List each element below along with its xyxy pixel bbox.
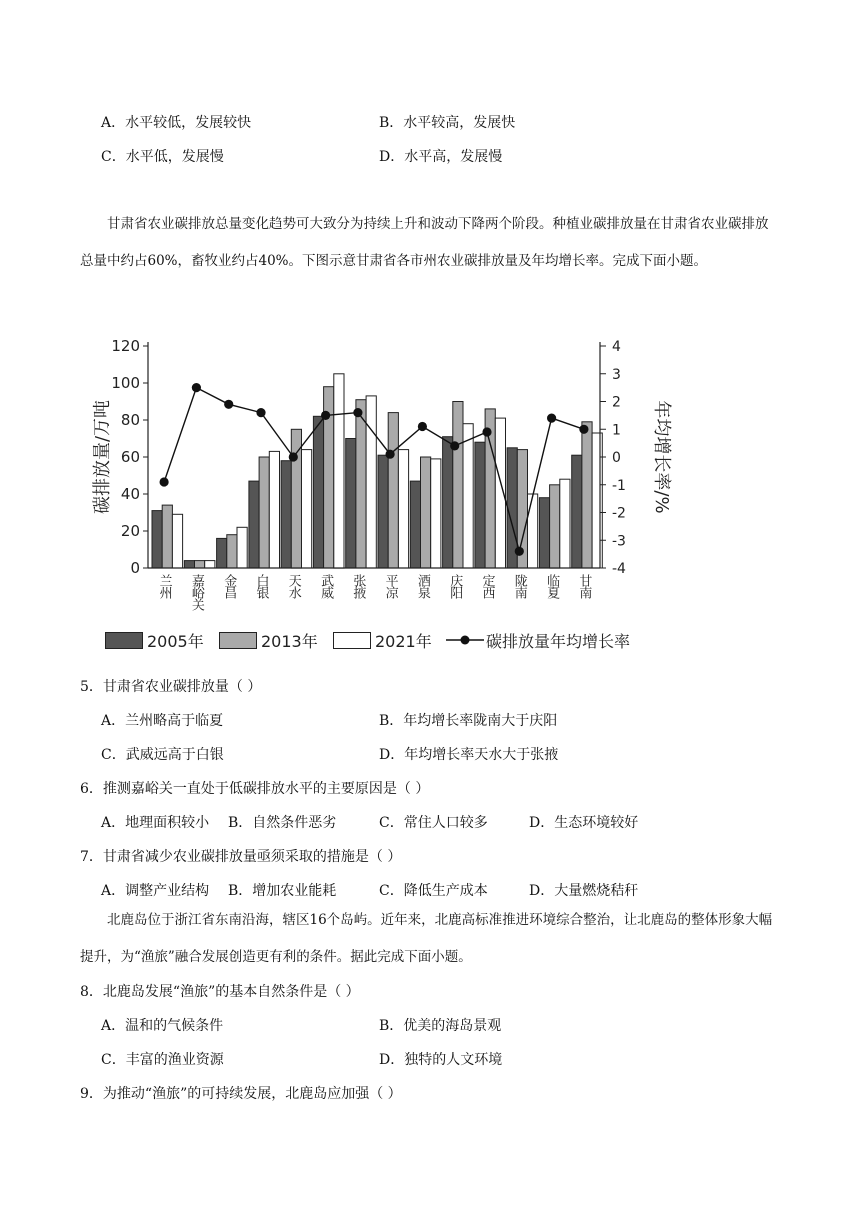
option-a: A．水平较低，发展较快 <box>101 115 252 131</box>
bar-2013年-兰州 <box>162 505 172 568</box>
bar-2013年-平凉 <box>388 413 398 568</box>
bar-2013年-庆阳 <box>453 402 463 569</box>
q6-option-a: A．地理面积较小 <box>101 815 210 831</box>
q7-option-c: C．降低生产成本 <box>379 883 488 899</box>
q8-option-a: A．温和的气候条件 <box>101 1018 224 1034</box>
legend-2021 <box>333 629 432 651</box>
category-label: 陇南 <box>511 574 527 598</box>
legend-label-growth-rate: 碳排放量年均增长率 <box>486 631 631 651</box>
growth-rate-point-庆阳 <box>450 441 459 450</box>
right-tick-label: -1 <box>612 477 626 494</box>
passage-gansu <box>80 206 780 280</box>
category-label: 临夏 <box>544 574 560 598</box>
left-tick-label: 60 <box>120 448 140 466</box>
q8-option-b: B．优美的海岛景观 <box>379 1018 502 1034</box>
legend-swatch-2005 <box>105 632 143 649</box>
category-label: 甘南 <box>576 574 592 598</box>
growth-rate-point-张掖 <box>353 408 362 417</box>
q6-option-b: B．自然条件恶劣 <box>228 815 337 831</box>
bar-2005年-平凉 <box>378 455 388 568</box>
q5-option-c: C．武威远高于白银 <box>101 747 224 763</box>
q7-option-a: A．调整产业结构 <box>101 883 210 899</box>
right-tick-label: 2 <box>612 394 621 411</box>
growth-rate-point-甘南 <box>579 425 588 434</box>
bar-2005年-天水 <box>281 461 291 568</box>
growth-rate-point-白银 <box>256 408 265 417</box>
left-tick-label: 80 <box>120 411 140 429</box>
bar-2013年-酒泉 <box>421 457 431 568</box>
q6-option-d: D．生态环境较好 <box>529 815 639 831</box>
bar-2021年-嘉峪关 <box>205 561 215 568</box>
growth-rate-point-平凉 <box>386 450 395 459</box>
bar-2005年-武威 <box>313 416 323 568</box>
question-5-stem: 5．甘肃省农业碳排放量（ ） <box>80 679 262 695</box>
growth-rate-point-兰州 <box>160 477 169 486</box>
q6-option-c: C．常住人口较多 <box>379 815 488 831</box>
q5-option-a: A．兰州略高于临夏 <box>101 713 224 729</box>
growth-rate-point-天水 <box>289 452 298 461</box>
question-6-stem: 6．推测嘉峪关一直处于低碳排放水平的主要原因是（ ） <box>80 781 430 797</box>
bar-2005年-酒泉 <box>410 481 420 568</box>
bar-2021年-天水 <box>302 450 312 568</box>
bar-2005年-白银 <box>249 481 259 568</box>
right-tick-label: 4 <box>612 339 621 355</box>
bar-2013年-天水 <box>291 429 301 568</box>
category-label: 武威 <box>318 574 334 598</box>
q5-option-b: B．年均增长率陇南大于庆阳 <box>379 713 558 729</box>
question-8-stem: 8．北鹿岛发展“渔旅”的基本自然条件是（ ） <box>80 984 360 1000</box>
legend-swatch-2021 <box>333 632 371 649</box>
q5-option-d: D．年均增长率天水大于张掖 <box>379 747 559 763</box>
bar-2013年-嘉峪关 <box>195 561 205 568</box>
category-label: 金昌 <box>221 574 237 598</box>
bar-2021年-庆阳 <box>463 424 473 568</box>
bar-2005年-甘南 <box>572 455 582 568</box>
right-tick-label: -3 <box>612 533 626 550</box>
category-label: 酒泉 <box>414 574 430 598</box>
passage-beilu-text: 北鹿岛位于浙江省东南沿海，辖区16个岛屿。近年来，北鹿高标准推进环境综合整治，让北鹿岛的整体形象大幅提升，为“渔旅”融合发展创造更有利的条件。据此完成下面小题。 <box>80 912 773 965</box>
legend-label-2005: 2005年 <box>147 631 204 651</box>
question-9-stem: 9．为推动“渔旅”的可持续发展，北鹿岛应加强（ ） <box>80 1086 402 1102</box>
right-tick-label: -4 <box>612 561 626 577</box>
bar-2005年-兰州 <box>152 511 162 568</box>
bar-2021年-武威 <box>334 374 344 568</box>
legend-growth-rate <box>444 629 630 651</box>
bar-2005年-临夏 <box>539 498 549 568</box>
bar-2021年-临夏 <box>560 479 570 568</box>
bar-2005年-庆阳 <box>443 437 453 568</box>
category-label: 兰州 <box>156 574 172 598</box>
category-label: 张掖 <box>350 574 366 598</box>
option-d: D．水平高，发展慢 <box>379 149 503 165</box>
category-label: 嘉峪关 <box>188 574 204 610</box>
growth-rate-point-武威 <box>321 411 330 420</box>
category-label: 天水 <box>285 574 301 598</box>
bar-2021年-白银 <box>269 451 279 568</box>
left-tick-label: 40 <box>120 485 140 503</box>
bar-2013年-白银 <box>259 457 269 568</box>
bar-2005年-张掖 <box>346 439 356 569</box>
bar-2013年-金昌 <box>227 535 237 568</box>
category-label: 庆阳 <box>447 574 463 598</box>
growth-rate-point-金昌 <box>224 400 233 409</box>
q7-option-d: D．大量燃烧秸秆 <box>529 883 639 899</box>
y2-axis-title: 年均增长率/% <box>651 400 672 514</box>
bar-2005年-定西 <box>475 442 485 568</box>
bar-2013年-张掖 <box>356 400 366 568</box>
passage-beilu <box>80 902 780 976</box>
bar-2005年-金昌 <box>217 538 227 568</box>
bar-2021年-金昌 <box>237 527 247 568</box>
bar-2021年-张掖 <box>366 396 376 568</box>
right-tick-label: 3 <box>612 366 621 383</box>
passage-gansu-text: 甘肃省农业碳排放总量变化趋势可大致分为持续上升和波动下降两个阶段。种植业碳排放量在甘肃省农业碳排放总量中约占60%，畜牧业约占40%。下图示意甘肃省各市州农业碳排放量及年均增长率。完成下面小题。 <box>80 216 769 269</box>
legend-line-marker-icon <box>444 632 486 648</box>
bar-2021年-陇南 <box>528 494 538 568</box>
right-tick-label: -2 <box>612 505 626 522</box>
q7-option-b: B．增加农业能耗 <box>228 883 337 899</box>
category-label: 平凉 <box>382 574 398 598</box>
right-tick-label: 1 <box>612 422 621 439</box>
growth-rate-point-临夏 <box>547 414 556 423</box>
legend-swatch-2013 <box>219 632 257 649</box>
y-axis-title: 碳排放量/万吨 <box>92 399 113 515</box>
bar-2013年-临夏 <box>550 485 560 568</box>
bar-2021年-酒泉 <box>431 459 441 568</box>
q8-option-c: C．丰富的渔业资源 <box>101 1052 224 1068</box>
question-7-stem: 7．甘肃省减少农业碳排放量亟须采取的措施是（ ） <box>80 849 402 865</box>
growth-rate-point-嘉峪关 <box>192 383 201 392</box>
right-tick-label: 0 <box>612 450 621 466</box>
category-label: 白银 <box>253 574 269 598</box>
option-b: B．水平较高，发展快 <box>379 115 516 131</box>
left-tick-label: 20 <box>120 522 140 540</box>
option-c: C．水平低，发展慢 <box>101 149 224 165</box>
legend-label-2013: 2013年 <box>261 631 318 651</box>
q8-option-d: D．独特的人文环境 <box>379 1052 503 1068</box>
growth-rate-point-定西 <box>482 427 491 436</box>
bar-2013年-甘南 <box>582 422 592 568</box>
bar-2021年-兰州 <box>172 514 182 568</box>
legend-label-2021: 2021年 <box>375 631 432 651</box>
legend-2013 <box>219 629 318 651</box>
bar-2005年-嘉峪关 <box>184 561 194 568</box>
growth-rate-point-陇南 <box>515 547 524 556</box>
left-tick-label: 100 <box>111 374 140 392</box>
growth-rate-point-酒泉 <box>418 422 427 431</box>
carbon-emission-chart <box>84 332 684 628</box>
bar-2021年-平凉 <box>398 450 408 568</box>
category-label: 定西 <box>479 574 495 598</box>
legend-2005 <box>105 629 204 651</box>
left-tick-label: 120 <box>111 337 140 355</box>
left-tick-label: 0 <box>130 559 140 577</box>
bar-2021年-甘南 <box>592 433 602 568</box>
